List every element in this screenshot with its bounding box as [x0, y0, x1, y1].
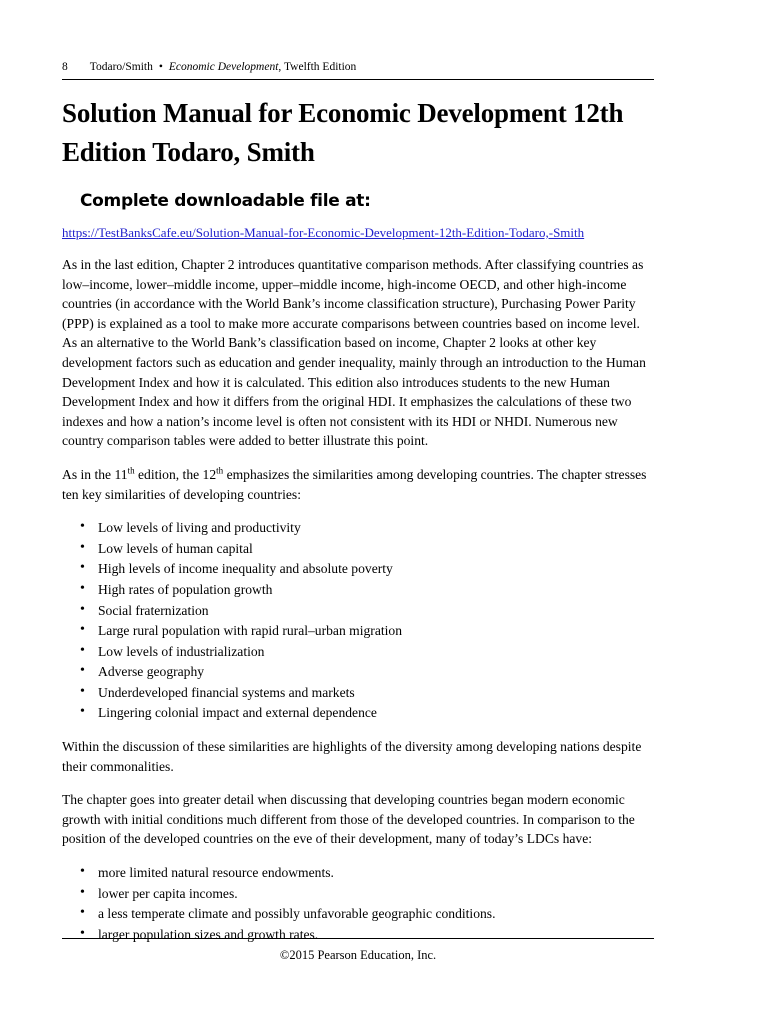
list-item: • Underdeveloped financial systems and markets: [62, 683, 654, 703]
paragraph-editions: [62, 465, 654, 504]
paragraph-editions-part-a: As in the 11: [62, 466, 128, 482]
list-item: • Adverse geography: [62, 662, 654, 682]
similarities-list: [62, 518, 654, 723]
list-item: • High levels of income inequality and absolute poverty: [62, 559, 654, 579]
list-item: • Low levels of living and productivity: [62, 518, 654, 538]
running-head-book-title: Economic Development: [168, 61, 279, 73]
running-head-separator: •: [158, 61, 163, 73]
download-link-line: [62, 224, 654, 241]
footer-divider: [62, 938, 654, 939]
list-item: • more limited natural resource endowments.: [62, 863, 654, 883]
list-item: • Low levels of industrialization: [62, 642, 654, 662]
paragraph-editions-part-b: edition, the 12: [134, 466, 217, 482]
running-head-edition: , Twelfth Edition: [278, 61, 357, 73]
ordinal-suffix-12th: th: [216, 465, 224, 476]
copyright-notice: ©2015 Pearson Education, Inc.: [279, 948, 437, 962]
list-item: • Social fraternization: [62, 601, 654, 621]
page-number: 8: [62, 61, 68, 73]
running-head: [62, 60, 654, 78]
running-head-authors: Todaro/Smith: [89, 61, 153, 73]
list-item: • a less temperate climate and possibly unfavorable geographic conditions.: [62, 904, 654, 924]
list-item: • Lingering colonial impact and external dependence: [62, 703, 654, 723]
subheading: Complete downloadable file at:: [80, 191, 371, 211]
list-item: • Low levels of human capital: [62, 539, 654, 559]
ordinal-suffix-11th: th: [127, 465, 135, 476]
list-item: • larger population sizes and growth rates.: [62, 925, 654, 945]
list-item: • High rates of population growth: [62, 580, 654, 600]
list-item: • lower per capita incomes.: [62, 884, 654, 904]
list-item: • Large rural population with rapid rural–urban migration: [62, 621, 654, 641]
ldc-conditions-list: [62, 863, 654, 944]
page-title: Solution Manual for Economic Development 12th Edition Todaro, Smith: [62, 98, 624, 167]
download-link[interactable]: https://TestBanksCafe.eu/Solution-Manual-for-Economic-Development-12th-Edition-Todaro,-Smith: [62, 225, 585, 240]
paragraph-initial-conditions: The chapter goes into greater detail when discussing that developing countries began modern economic growth with initial conditions much different from those of the developed countries. In comparison to the position of the developed countries on the eve of their development, many of today’s LDCs have:: [62, 792, 635, 847]
paragraph-intro: As in the last edition, Chapter 2 introduces quantitative comparison methods. After classifying countries as low–income, lower–middle income, upper–middle income, high-income OECD, and other high-income countries (in accordance with the World Bank’s income classification structure), Purchasing Power Parity (PPP) is explained as a tool to make more accurate comparisons between countries based on income level. As an alternative to the World Bank’s classification based on income, Chapter 2 looks at other key development factors such as education and gender inequality, mainly through an introduction to the Human Development Index and how it is calculated. This edition also introduces students to the new Human Development Index and how it differs from the original HDI. It emphasizes the calculations of these two indexes and how a nation’s income level is often not consistent with its HDI or NHDI. Numerous new country comparison tables were added to better illustrate this point.: [62, 257, 646, 449]
paragraph-diversity: Within the discussion of these similarities are highlights of the diversity among developing nations despite their commonalities.: [62, 739, 642, 774]
page-content: [62, 60, 654, 958]
page-footer: [62, 938, 654, 963]
paragraph-editions-part-c: emphasizes the similarities among developing countries. The chapter stresses ten key similarities of developing countries:: [62, 466, 647, 502]
header-divider: [62, 79, 654, 80]
